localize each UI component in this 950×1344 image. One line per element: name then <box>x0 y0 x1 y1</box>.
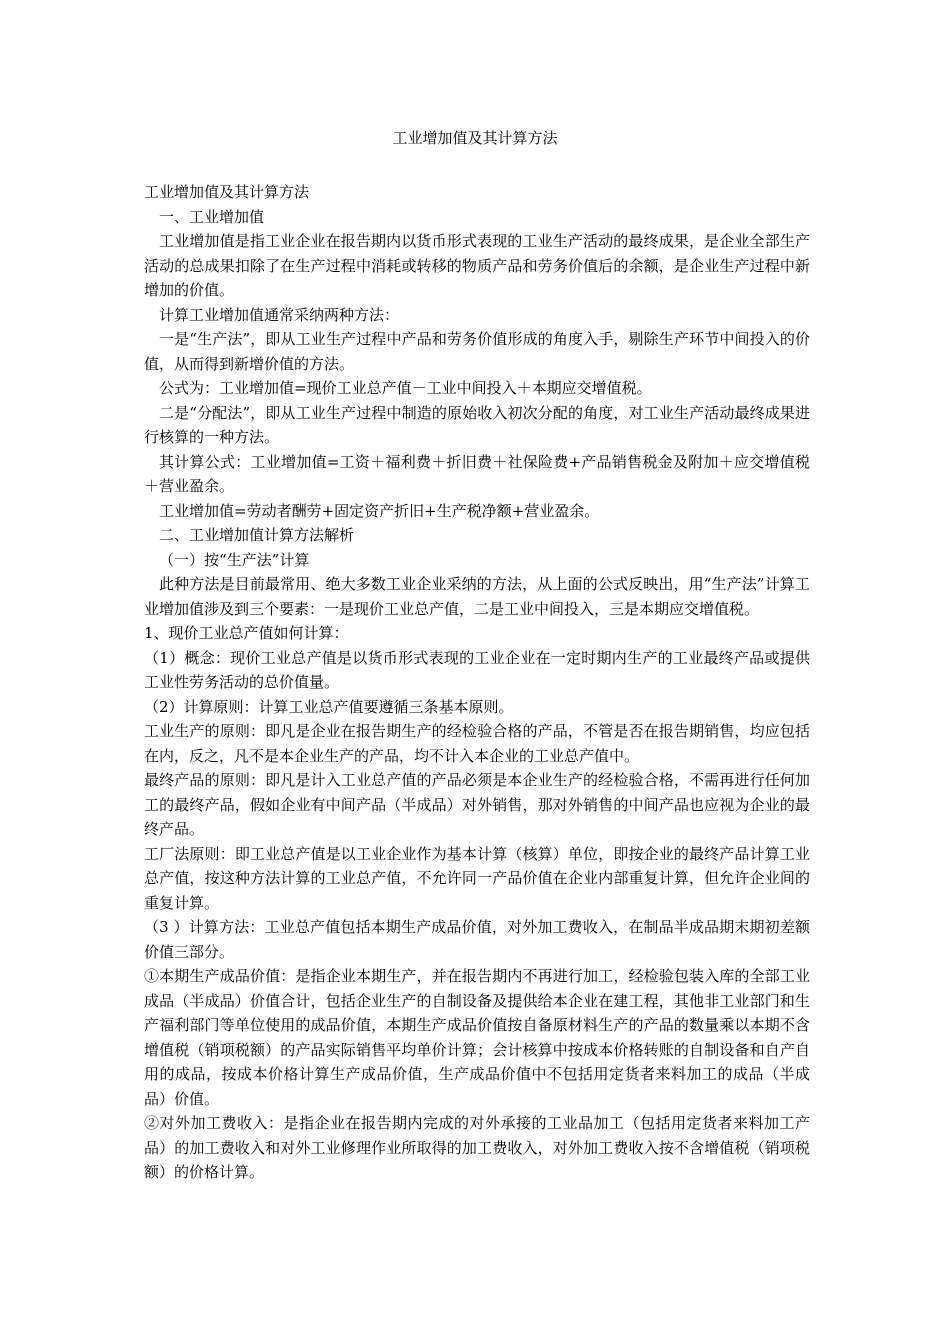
list-item: （2）计算原则：计算工业总产值要遵循三条基本原则。 <box>144 697 514 716</box>
paragraph: 此种方法是目前最常用、绝大多数工业企业采纳的方法，从上面的公式反映出，用“生产法”计算工业增加值涉及到三个要素：一是现价工业总产值，二是工业中间投入，三是本期应交增值税。 <box>144 575 810 618</box>
subsection-heading: （一）按“生产法”计算 <box>159 550 310 569</box>
section-heading-1: 一、工业增加值 <box>159 207 265 226</box>
formula-paragraph: 工业增加值=劳动者酬劳+固定资产折旧+生产税净额+营业盈余。 <box>159 501 600 520</box>
paragraph: 工业生产的原则：即凡是企业在报告期生产的经检验合格的产品，不管是否在报告期销售，均应包括在内，反之，凡不是本企业生产的产品，均不计入本企业的工业总产值中。 <box>144 722 810 765</box>
paragraph: 计算工业增加值通常采纳两种方法： <box>159 305 400 324</box>
section-heading-2: 二、工业增加值计算方法解析 <box>159 526 355 544</box>
formula-paragraph: 公式为：工业增加值=现价工业总产值－工业中间投入＋本期应交增值税。 <box>159 379 652 397</box>
list-item: （1）概念：现价工业总产值是以货币形式表现的工业企业在一定时期内生产的工业最终产品或提供工业性劳务活动的总价值量。 <box>144 648 810 691</box>
paragraph: 二是“分配法”，即从工业生产过程中制造的原始收入初次分配的角度，对工业生产活动最终成果进行核算的一种方法。 <box>144 403 810 446</box>
list-heading: 1、现价工业总产值如何计算： <box>144 624 349 642</box>
formula-paragraph: 其计算公式：工业增加值=工资＋福利费＋折旧费＋社保险费+产品销售税金及附加＋应交增值税＋营业盈余。 <box>144 452 810 495</box>
paragraph-heading: 工业增加值及其计算方法 <box>144 183 310 201</box>
paragraph: 工业增加值是指工业企业在报告期内以货币形式表现的工业生产活动的最终成果，是企业全部生产活动的总成果扣除了在生产过程中消耗或转移的物质产品和劳务价值后的余额，是企业生产过程中新增加的价值。 <box>144 232 810 299</box>
paragraph: 工厂法原则：即工业总产值是以工业企业作为基本计算（核算）单位，即按企业的最终产品计算工业总产值，按这种方法计算的工业总产值，不允许同一产品价值在企业内部重复计算，但允许企业间的重复计算。 <box>144 844 810 912</box>
paragraph: 一是“生产法”，即从工业生产过程中产品和劳务价值形成的角度入手，剔除生产环节中间投入的价值，从而得到新增价值的方法。 <box>144 330 810 373</box>
list-item: ②对外加工费收入：是指企业在报告期内完成的对外承接的工业品加工（包括用定货者来料加工产品）的加工费收入和对外工业修理作业所取得的加工费收入，对外加工费收入按不含增值税（销项税额）的价格计算。 <box>144 1114 810 1181</box>
document-body <box>144 180 810 1185</box>
list-item: （3 ）计算方法：工业总产值包括本期生产成品价值，对外加工费收入，在制品半成品期末期初差额价值三部分。 <box>144 918 810 961</box>
list-item: ①本期生产成品价值：是指企业本期生产，并在报告期内不再进行加工，经检验包装入库的全部工业成品（半成品）价值合计，包括企业生产的自制设备及提供给本企业在建工程，其他非工业部门和生产福利部门等单位使用的成品价值，本期生产成品价值按自备原材料生产的产品的数量乘以本期不含增值税（销项税额）的产品实际销售平均单价计算；会计核算中按成本价格转账的自制设备和自产自用的成品，按成本价格计算生产成品价值，生产成品价值中不包括用定货者来料加工的成品（半成品）价值。 <box>144 967 810 1108</box>
document-title: 工业增加值及其计算方法 <box>392 129 558 147</box>
paragraph: 最终产品的原则：即凡是计入工业总产值的产品必须是本企业生产的经检验合格，不需再进行任何加工的最终产品，假如企业有中间产品（半成品）对外销售，那对外销售的中间产品也应视为企业的最终产品。 <box>144 771 810 838</box>
